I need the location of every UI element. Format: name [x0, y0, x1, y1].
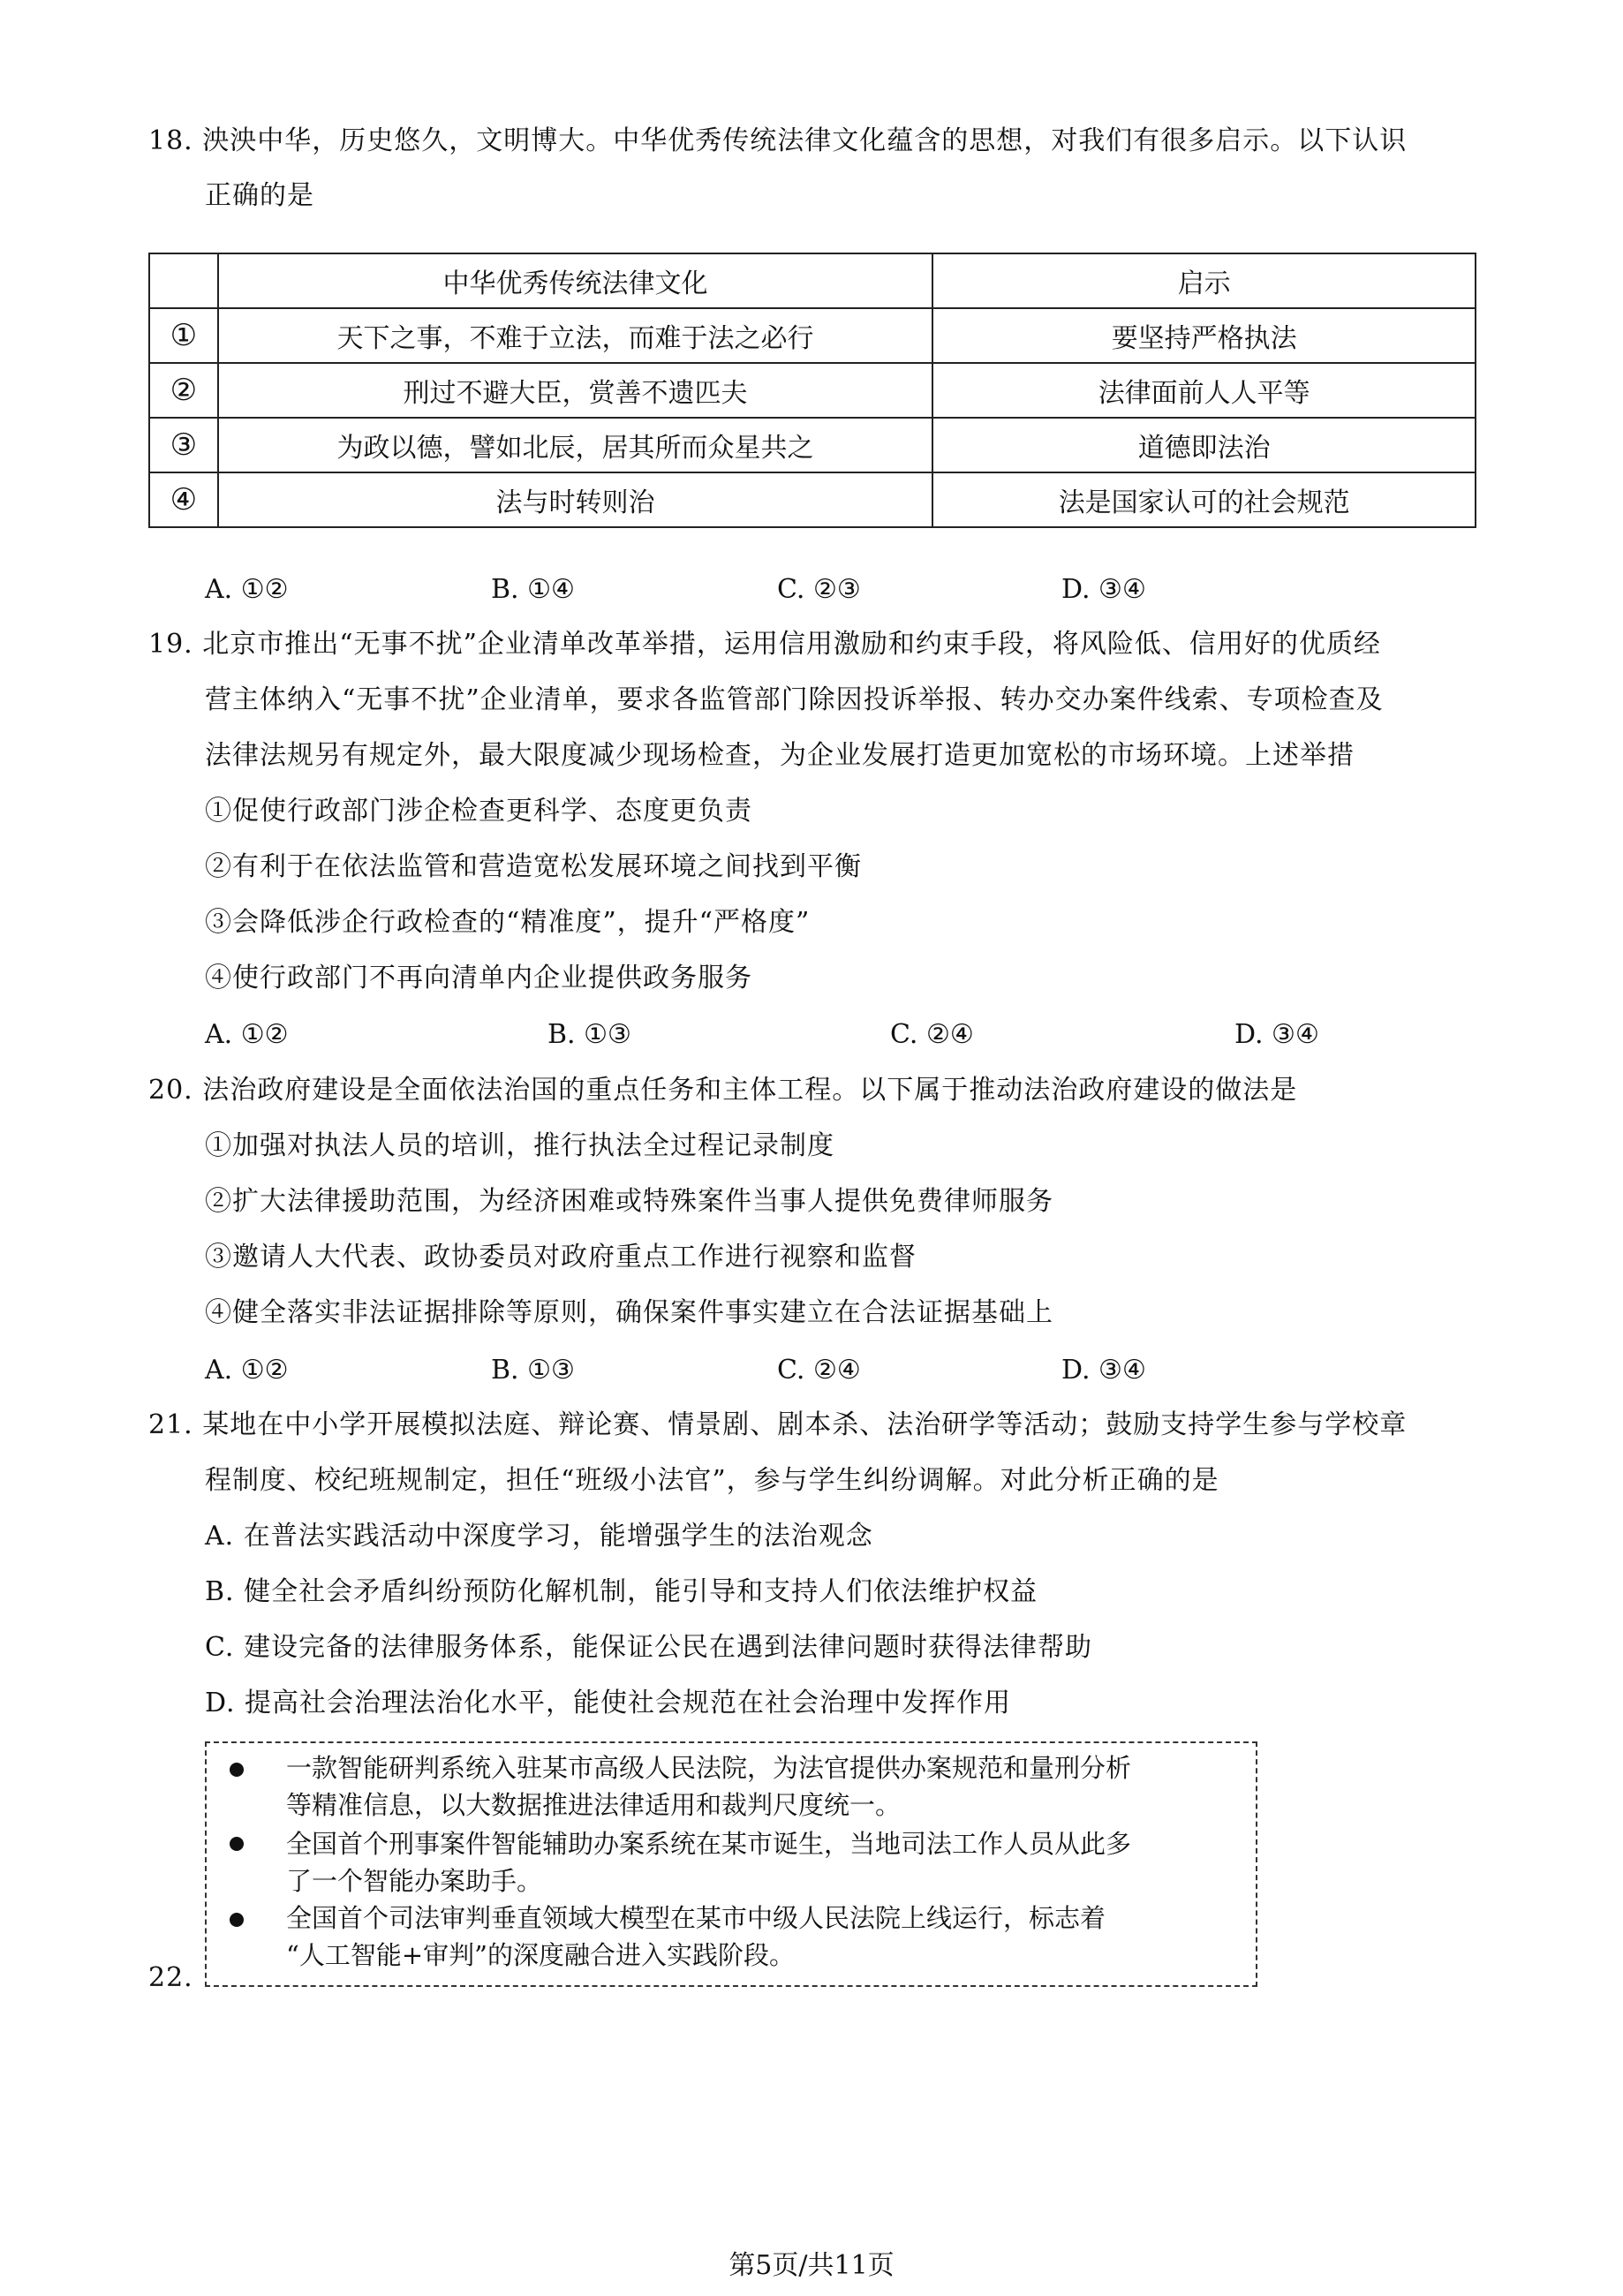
table-cell-culture: 刑过不避大臣，赏善不遗匹夫 — [218, 363, 933, 418]
q19-stem-line2: 营主体纳入“无事不扰”企业清单，要求各监管部门除因投诉举报、转办交办案件线索、专项检查及 — [205, 684, 1384, 715]
q19-option-b[interactable]: B. ①③ — [547, 1019, 631, 1050]
table-cell-index: ③ — [149, 418, 218, 472]
table-cell-culture: 为政以德，譬如北辰，居其所而众星共之 — [218, 418, 933, 472]
table-cell-index: ④ — [149, 472, 218, 527]
table-cell-insight: 要坚持严格执法 — [932, 308, 1476, 363]
table-row — [149, 418, 1476, 472]
q19-item: ②有利于在依法监管和营造宽松发展环境之间找到平衡 — [205, 851, 862, 882]
q21-stem-line1: 21. 某地在中小学开展模拟法庭、辩论赛、情景剧、剧本杀、法治研学等活动；鼓励支持学生参与学校章 — [148, 1409, 1408, 1440]
q19-option-c[interactable]: C. ②④ — [890, 1019, 974, 1050]
q20-option-b[interactable]: B. ①③ — [491, 1355, 575, 1386]
table-cell-index: ① — [149, 308, 218, 363]
q20-option-a[interactable]: A. ①② — [205, 1355, 289, 1386]
q18-option-d[interactable]: D. ③④ — [1061, 574, 1146, 605]
q21-choice-c[interactable]: C. 建设完备的法律服务体系，能保证公民在遇到法律问题时获得法律帮助 — [205, 1632, 1092, 1663]
table-row — [149, 363, 1476, 418]
table-cell-culture: 法与时转则治 — [218, 472, 933, 527]
q22-bullet-line: 一款智能研判系统入驻某市高级人民法院，为法官提供办案规范和量刑分析 — [286, 1753, 1132, 1783]
table-cell-insight: 法是国家认可的社会规范 — [932, 472, 1476, 527]
q20-option-d[interactable]: D. ③④ — [1061, 1355, 1146, 1386]
q21-choice-d[interactable]: D. 提高社会治理法治化水平，能使社会规范在社会治理中发挥作用 — [205, 1688, 1012, 1718]
table-header-cell — [149, 253, 218, 308]
q22-material-box — [205, 1741, 1257, 1987]
page-number: 第5页/共11页 — [728, 2250, 895, 2281]
q20-option-c[interactable]: C. ②④ — [777, 1355, 861, 1386]
q22-bullet-line: 等精准信息，以大数据推进法律适用和裁判尺度统一。 — [286, 1790, 902, 1820]
bullet-icon — [230, 1763, 244, 1777]
q18-option-b[interactable]: B. ①④ — [491, 574, 575, 605]
q19-stem-line1: 19. 北京市推出“无事不扰”企业清单改革举措，运用信用激励和约束手段，将风险低、信用好的优质经 — [148, 629, 1381, 660]
q22-bullet-line: 全国首个刑事案件智能辅助办案系统在某市诞生，当地司法工作人员从此多 — [286, 1829, 1132, 1859]
table-header-cell: 启示 — [932, 253, 1476, 308]
q22-number: 22. — [148, 1962, 193, 1993]
q18-table — [148, 253, 1476, 528]
q20-item: ②扩大法律援助范围，为经济困难或特殊案件当事人提供免费律师服务 — [205, 1186, 1053, 1217]
q19-item: ④使行政部门不再向清单内企业提供政务服务 — [205, 963, 752, 993]
q19-option-a[interactable]: A. ①② — [205, 1019, 289, 1050]
q18-stem-line1: 18. 泱泱中华，历史悠久，文明博大。中华优秀传统法律文化蕴含的思想，对我们有很多启示。以下认识 — [148, 125, 1408, 156]
q19-item: ③会降低涉企行政检查的“精准度”，提升“严格度” — [205, 907, 811, 938]
q19-item: ①促使行政部门涉企检查更科学、态度更负责 — [205, 796, 752, 827]
bullet-icon — [230, 1913, 244, 1927]
table-header-cell: 中华优秀传统法律文化 — [218, 253, 933, 308]
q22-bullet-line: 全国首个司法审判垂直领域大模型在某市中级人民法院上线运行，标志着 — [286, 1903, 1106, 1933]
q19-stem-line3: 法律法规另有规定外，最大限度减少现场检查，为企业发展打造更加宽松的市场环境。上述举措 — [205, 740, 1355, 771]
table-row — [149, 308, 1476, 363]
q20-stem-line1: 20. 法治政府建设是全面依法治国的重点任务和主体工程。以下属于推动法治政府建设的做法是 — [148, 1075, 1298, 1106]
q22-bullet-line: 了一个智能办案助手。 — [286, 1866, 543, 1896]
q18-option-c[interactable]: C. ②③ — [777, 574, 861, 605]
q20-item: ①加强对执法人员的培训，推行执法全过程记录制度 — [205, 1130, 834, 1161]
table-cell-culture: 天下之事，不难于立法，而难于法之必行 — [218, 308, 933, 363]
q18-option-a[interactable]: A. ①② — [205, 574, 289, 605]
table-cell-insight: 法律面前人人平等 — [932, 363, 1476, 418]
table-cell-index: ② — [149, 363, 218, 418]
table-header-row — [149, 253, 1476, 308]
q20-item: ④健全落实非法证据排除等原则，确保案件事实建立在合法证据基础上 — [205, 1297, 1053, 1328]
q19-option-d[interactable]: D. ③④ — [1234, 1019, 1319, 1050]
q20-item: ③邀请人大代表、政协委员对政府重点工作进行视察和监督 — [205, 1242, 917, 1273]
q18-stem-line2: 正确的是 — [205, 180, 314, 211]
table-cell-insight: 道德即法治 — [932, 418, 1476, 472]
q21-choice-b[interactable]: B. 健全社会矛盾纠纷预防化解机制，能引导和支持人们依法维护权益 — [205, 1576, 1038, 1607]
q21-stem-line2: 程制度、校纪班规制定，担任“班级小法官”，参与学生纠纷调解。对此分析正确的是 — [205, 1465, 1219, 1496]
q22-bullet-line: “人工智能+审判”的深度融合进入实践阶段。 — [286, 1940, 795, 1970]
table-row — [149, 472, 1476, 527]
q21-choice-a[interactable]: A. 在普法实践活动中深度学习，能增强学生的法治观念 — [205, 1521, 873, 1552]
bullet-icon — [230, 1837, 244, 1851]
